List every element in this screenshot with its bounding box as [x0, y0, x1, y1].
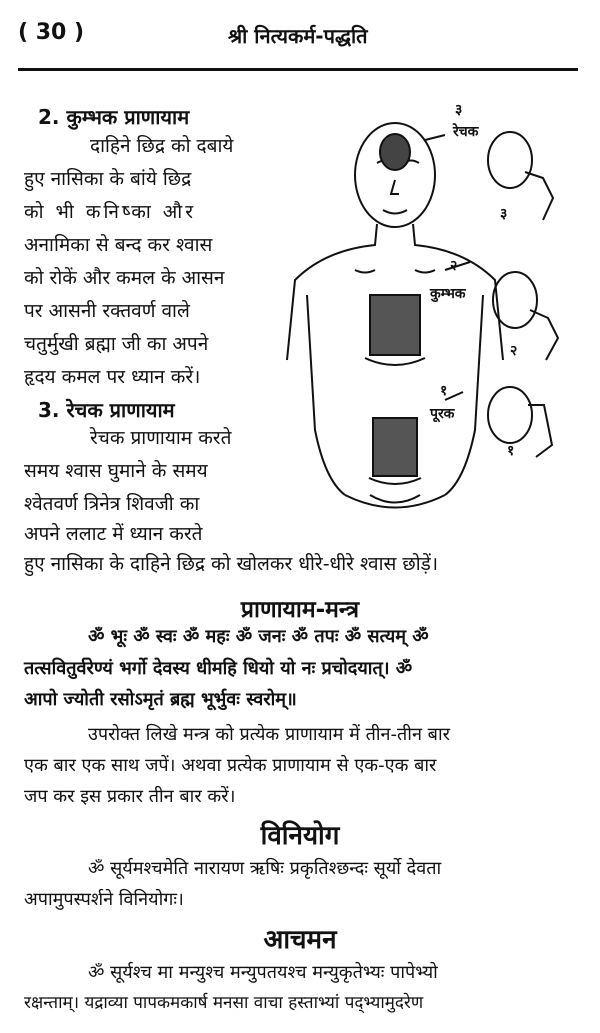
rechak-line: रेचक प्राणायाम करते	[90, 427, 232, 449]
kumbhak-line: हुए नासिका के बांये छिद्र	[24, 168, 192, 190]
achaman-line: रक्षन्ताम्। यद्राव्या पापकमकार्ष मनसा वाचा हस्ताभ्यां पद्भ्यामुदरेण	[24, 993, 424, 1013]
label-num3-hand: ३	[500, 206, 508, 222]
kumbhak-line: चतुर्मुखी ब्रह्मा जी का अपने	[24, 333, 209, 355]
rechak-line: हुए नासिका के दाहिने छिद्र को खोलकर धीरे-धीरे श्वास छोड़ें।	[24, 553, 439, 575]
viniyog-line: अपामुपस्पर्शने विनियोगः।	[24, 889, 184, 910]
achaman-heading: आचमन	[263, 925, 337, 955]
label-purak: पूरक	[430, 406, 455, 422]
mantra-line: ॐ भूः ॐ स्वः ॐ महः ॐ जनः ॐ तपः ॐ सत्यम् ॐ	[88, 626, 429, 647]
label-num1-hand: १	[507, 443, 515, 459]
label-num2-hand: २	[510, 343, 518, 359]
viniyog-heading: विनियोग	[260, 821, 340, 851]
instruction-line: एक बार एक साथ जपें। अथवा प्रत्येक प्राणायाम से एक-एक बार	[24, 755, 437, 776]
instruction-line: जप कर इस प्रकार तीन बार करें।	[24, 786, 236, 807]
vishnu-figure	[373, 418, 417, 476]
pranayam-figure	[285, 100, 585, 540]
mantra-line: आपो ज्योती रसोऽमृतं ब्रह्म भूर्भुवः स्वरोम्॥	[24, 689, 297, 710]
small-head-rechak	[488, 132, 532, 188]
page-number: ( 30 )	[18, 20, 85, 45]
mantra-line: तत्सवितुर्वरेण्यं भर्गो देवस्य धीमहि धियो यो नः प्रचोदयात्। ॐ	[24, 658, 413, 679]
rechak-line: समय श्वास घुमाने के समय	[24, 460, 208, 482]
rechak-line: श्वेतवर्ण त्रिनेत्र शिवजी का	[24, 493, 200, 515]
kumbhak-line: हृदय कमल पर ध्यान करें।	[24, 366, 201, 388]
brahma-figure	[370, 295, 420, 355]
rechak-heading: 3. रेचक प्राणायाम	[38, 398, 175, 422]
label-kumbhak: कुम्भक	[430, 286, 466, 302]
small-head-kumbhak	[493, 272, 537, 328]
achaman-line: ॐ सूर्यश्च मा मन्युश्च मन्युपतयश्च मन्युकृतेभ्यः पापेभ्यो	[88, 962, 438, 983]
header-divider	[18, 68, 578, 71]
pranayam-illustration	[285, 100, 585, 540]
label-num2-body: २	[450, 258, 458, 274]
page-header	[18, 20, 578, 56]
kumbhak-line: को भी कनिष्का और	[24, 201, 197, 223]
kumbhak-line: को रोकें और कमल के आसन	[24, 267, 225, 289]
kumbhak-heading: 2. कुम्भक प्राणायाम	[38, 105, 190, 129]
kumbhak-line: पर आसनी रक्तवर्ण वाले	[24, 300, 190, 322]
rechak-line: अपने ललाट में ध्यान करते	[24, 523, 203, 545]
shiva-figure	[380, 134, 410, 170]
kumbhak-line: दाहिने छिद्र को दबाये	[90, 135, 234, 157]
small-head-purak	[488, 387, 532, 443]
viniyog-line: ॐ सूर्यमश्चमेति नारायण ऋषिः प्रकृतिश्छन्दः सूर्यो देवता	[88, 858, 442, 879]
running-title: श्री नित्यकर्म-पद्धति	[228, 24, 368, 48]
label-num1-body: १	[440, 383, 448, 399]
pranayam-mantra-heading: प्राणायाम-मन्त्र	[240, 597, 360, 623]
instruction-line: उपरोक्त लिखे मन्त्र को प्रत्येक प्राणायाम में तीन-तीन बार	[88, 724, 450, 745]
label-num3-top: ३	[455, 102, 463, 118]
label-rechak: रेचक	[453, 124, 479, 140]
kumbhak-line: अनामिका से बन्द कर श्वास	[24, 234, 213, 256]
